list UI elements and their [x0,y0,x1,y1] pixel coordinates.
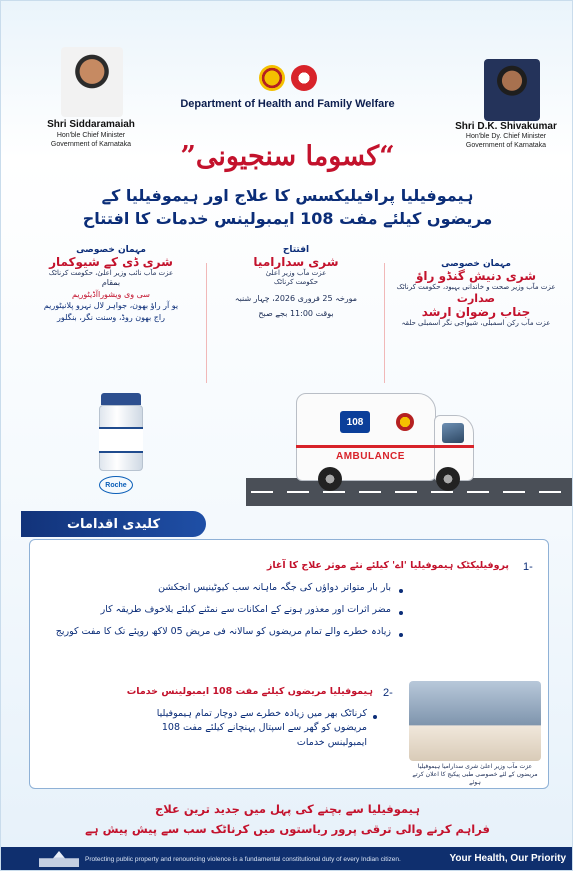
step-1-point-2: مضر اثرات اور معذور ہونے کے امکانات سے نمٹنے کیلئے بلاخوف طریقہ کار [100,604,391,615]
presidency-role: عزت مآب رکن اسمبلی، شیواجی نگر اسمبلی حلقہ [401,319,551,328]
right-leader-role-1: Hon'ble Dy. Chief Minister [465,133,547,140]
roche-logo-icon: Roche [99,476,133,494]
step-1-bullet-2 [399,611,403,615]
step-1-bullet-1 [399,589,403,593]
headline-line-2: مریضوں کیلئے مفت 108 ایمبولینس خدمات کا افتتاح [82,209,493,228]
key-steps-banner: کلیدی اقدامات [21,511,206,537]
step-2-bullet-1 [373,715,377,719]
closing-line-2: فراہم کرنے والی ترقی پرور ریاستوں میں کرناٹک سب سے پیش پیش ہے [85,822,490,836]
ambulance-illustration [296,393,476,493]
chief-minister-portrait [61,47,123,117]
presidency-name: جناب رضوان ارشد [421,305,531,320]
ambulance-label: AMBULANCE [336,451,405,462]
inaugurator-role-2: حکومت کرناٹک [273,278,319,287]
guest-column-left [21,245,201,323]
footer-note: Protecting public property and renouncing violence is a fundamental constitutional duty of every Indian citizen. [85,856,401,863]
ambulance-108-badge: 108 [340,411,370,433]
karnataka-emblem-icon [259,65,285,91]
venue-line-3: راج بھون روڈ، وسنت نگر، بنگلور [57,312,165,322]
guest-column-center [211,245,381,319]
right-leader-role-2: Government of Karnataka [465,142,547,149]
chief-guest-name: شری دنیش گنڈو راؤ [415,269,537,283]
footer-tagline: Your Health, Our Priority [449,853,566,864]
chief-guest-2-label: مہمان خصوصی [76,245,146,255]
medicine-vial-image [91,393,151,473]
closing-line-1: ہیموفیلیا سے بچنے کی پہل میں جدید ترین علاج [154,802,421,816]
step-2-heading: ہیموفیلیا مریضوں کیلئے مفت 108 ایمبولینس خدمات [126,686,373,697]
guest-column-right [391,259,561,329]
chief-guest-label: مہمان خصوصی [441,259,511,269]
chief-guest-role: عزت مآب وزیر صحت و خاندانی بہبود، حکومت کرناٹک [396,283,556,291]
left-leader-role-1: Hon'ble Chief Minister [56,132,126,139]
right-leader-name: Shri D.K. Shivakumar [455,121,557,132]
headline-line-1: ہیموفیلیا پرافیلیکسس کا علاج اور ہیموفیلیا کے [101,186,474,205]
step-1-number: 1- [523,561,533,573]
step-1-point-3: زیادہ خطرے والے تمام مریضوں کو سالانہ فی مریض 05 لاکھ روپئے تک کا مفت کوریج [55,626,391,637]
photo-caption: عزت مآب وزیر اعلیٰ شری سدارامیا ہیموفیلیا مریضوں کے لئے خصوصی طبی پیکیج کا اعلان کرتے ہوئے [412,763,538,787]
venue-line-1: سی وی ویشوراآڈیٹوریم [72,290,150,300]
department-title: Department of Health and Family Welfare [180,98,395,110]
step-2-point-1: کرناٹک بھر میں زیادہ خطرے سے دوچار تمام ہیموفیلیا مریضوں کو گھر سے اسپتال پہنچانے کیلئے مفت 108 ایمبولینس خدمات [156,708,367,748]
step-1-bullet-3 [399,633,403,637]
venue-line-2: یو آر راؤ بھون، جواہر لال نہرو پلانیٹوریم [43,301,179,311]
chief-minister-photo [409,681,541,761]
step-1-point-1: بار بار متواتر دواؤں کی جگہ ماہانہ سب کیوٹینیس انجکشن [158,582,391,593]
family-welfare-logo-icon [291,65,317,91]
step-2-number: 2- [383,687,393,699]
deputy-chief-minister-portrait [484,59,540,121]
event-time: بوقت 11:00 بجے صبح [258,308,334,318]
inauguration-label: افتتاح [282,245,310,255]
chief-guest-2-role: عزت مآب نائب وزیر اعلیٰ، حکومت کرناٹک [48,269,174,277]
left-leader-role-2: Government of Karnataka [50,141,132,148]
guest-divider-right [384,263,385,383]
presidency-label: صدارت [456,292,496,306]
inaugurator-role-1: عزت مآب وزیر اعلیٰ [265,269,327,277]
event-date: مورخہ 25 فروری 2026، چہار شنبہ [234,293,358,303]
campaign-title: “کسوما سنجیونی” [180,141,395,172]
venue-at-label: بمقام [101,278,121,288]
inaugurator-name: شری سدارامیا [253,255,339,269]
guest-divider-left [206,263,207,383]
step-1-heading-text: پروفیلیکٹک ہیموفیلیا 'اے' کیلئے نئے موثر علاج کا آغاز [266,560,509,571]
left-leader-name: Shri Siddaramaiah [47,119,135,130]
chief-guest-2-name: شری ڈی کے شیوکمار [49,255,173,269]
